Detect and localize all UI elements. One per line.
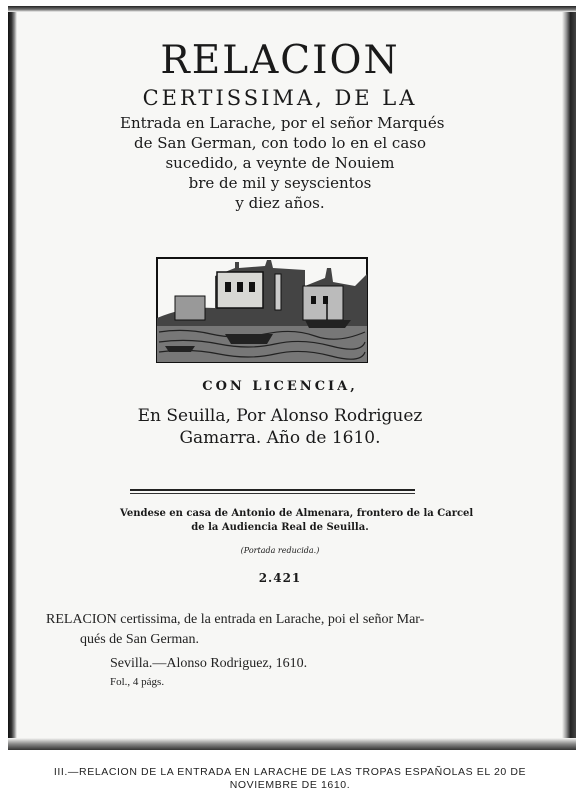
imprint-line-2: Gamarra. Año de 1610. [179,428,381,448]
entry-line-1: RELACION certissima, de la entrada en Larache, poi el señor Mar- [46,612,425,627]
caption-line-2: NOVIEMBRE DE 1610. [229,779,351,791]
vende-line-1: Vendese en casa de Antonio de Almenara, frontero de la Carcel [120,508,474,519]
title-line-2: Entrada en Larache, por el señor Marqués [120,114,445,132]
scan-edge-top [8,6,576,12]
licencia-line: CON LICENCIA, [202,379,358,394]
entry-line-4: Fol., 4 págs. [110,676,165,688]
vende-line-2: de la Audiencia Real de Seuilla. [191,522,369,533]
title-line-4: sucedido, a veynte de Nouiem [165,154,395,172]
scan-edge-bottom [8,738,576,750]
catalog-number: 2.421 [258,571,302,585]
title-line-6: y diez años. [235,194,325,212]
imprint-line-1: En Seuilla, Por Alonso Rodriguez [137,406,423,426]
scan-edge-left [8,6,17,748]
title-line-3: de San German, con todo lo en el caso [133,134,427,152]
title-main: RELACION [160,38,400,83]
woodcut-illustration [155,256,369,364]
figure-caption [0,766,580,792]
caption-line-1: III.—RELACION DE LA ENTRADA EN LARACHE DE LAS TROPAS ESPAÑOLAS EL 20 DE [53,766,527,778]
rule-bottom [130,493,415,494]
entry-line-3: Sevilla.—Alonso Rodriguez, 1610. [110,656,308,671]
portada-note: (Portada reducida.) [240,546,320,555]
rule-top [130,489,415,491]
scan-edge-right [562,6,576,748]
title-line-5: bre de mil y seyscientos [188,174,372,192]
entry-line-2: qués de San German. [80,632,199,647]
title-line-1: CERTISSIMA, DE LA [142,86,418,110]
